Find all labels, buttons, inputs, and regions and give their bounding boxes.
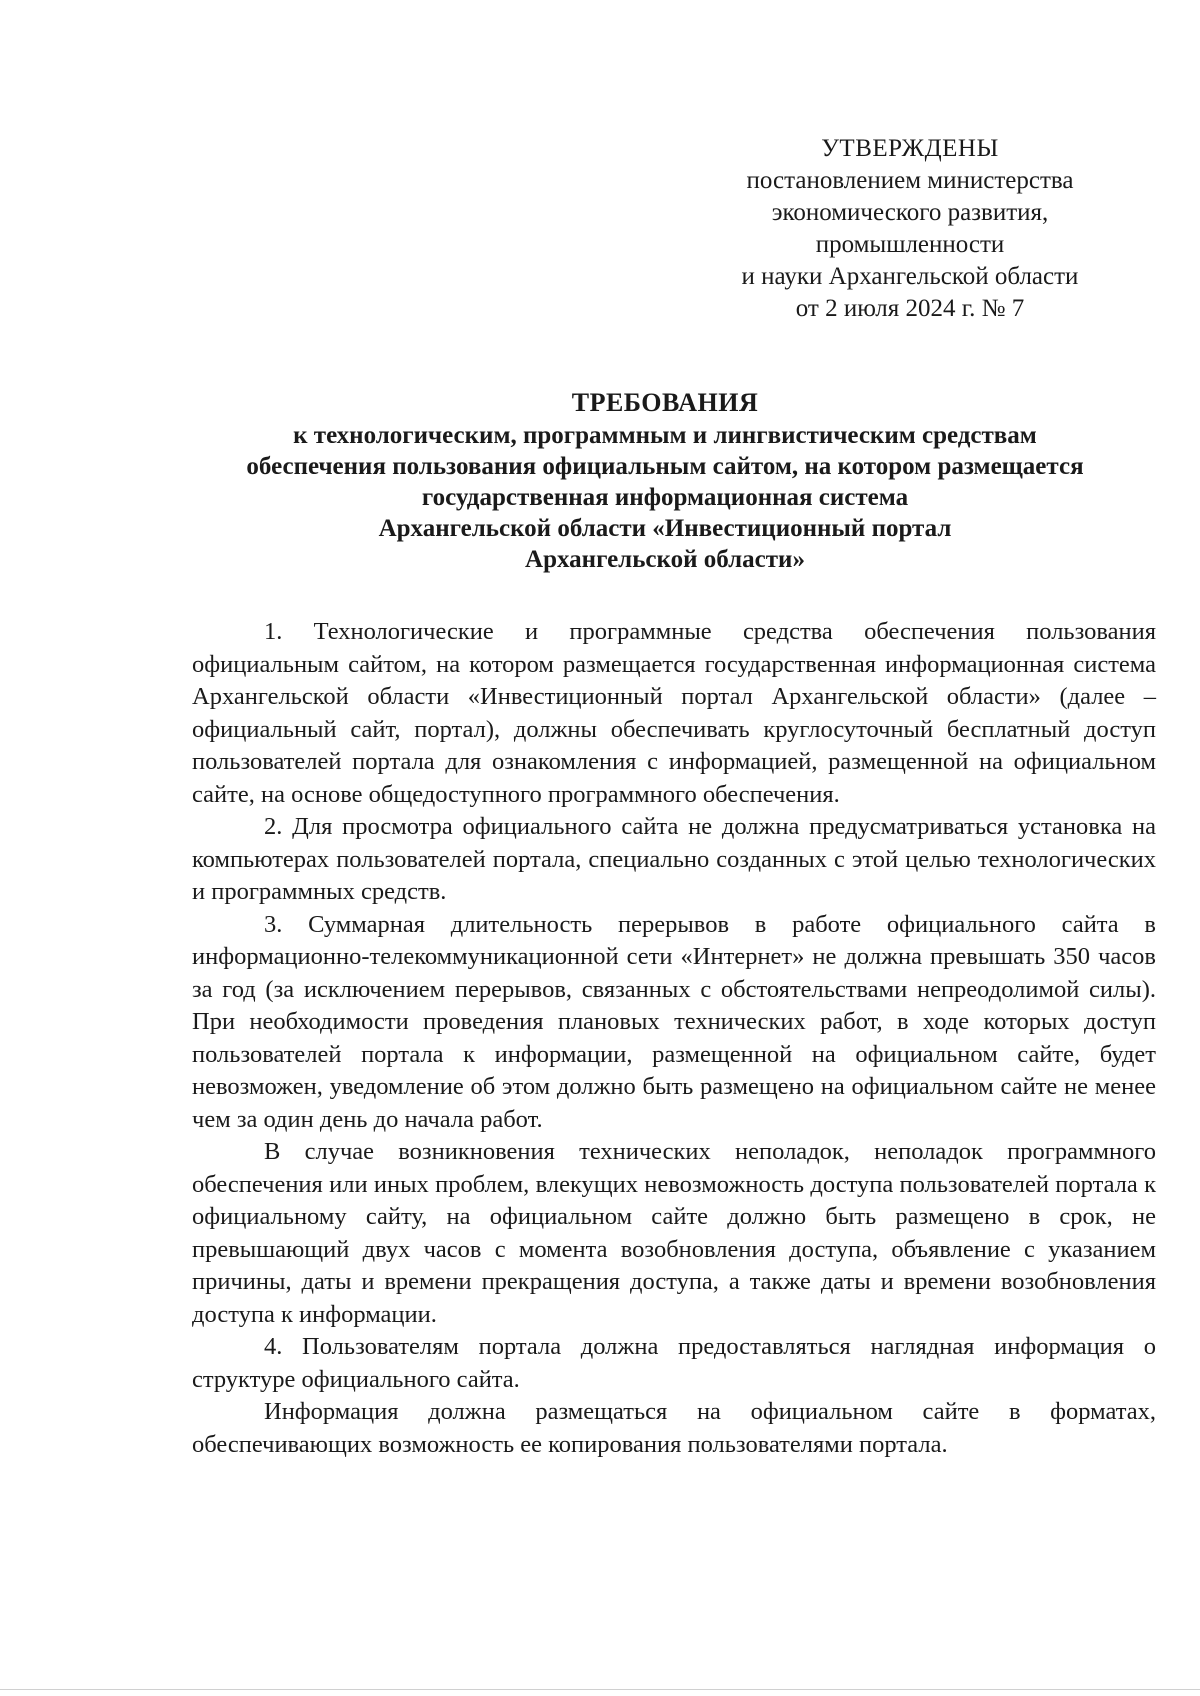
document-subtitle-line: к технологическим, программным и лингвистическим средствам bbox=[293, 422, 1037, 449]
paragraph: Информация должна размещаться на официальном сайте в форматах, обеспечивающих возможность ее копирования пользователями портала. bbox=[192, 1398, 1156, 1458]
paragraph: 3. Суммарная длительность перерывов в работе официального сайта в информационно-телекоммуникационной сети «Интернет» не должна превышать 350 часов за год (за исключением перерывов, связанных с обстоятельствами непреодолимой силы). При необходимости проведения плановых технических работ, в ходе которых доступ пользователей портала к информации, размещенной на официальном сайте, будет невозможен, уведомление об этом должно быть размещено на официальном сайте не менее чем за один день до начала работ. bbox=[192, 910, 1156, 1133]
paragraph: 4. Пользователям портала должна предоставляться наглядная информация о структуре официального сайта. bbox=[192, 1333, 1156, 1393]
approval-stamp-block bbox=[700, 133, 1120, 325]
paragraph: В случае возникновения технических неполадок, неполадок программного обеспечения или иных проблем, влекущих невозможность доступа пользователей портала к официальному сайту, на официальном сайте должно быть размещено в срок, не превышающий двух часов с момента возобновления доступа, объявление с указанием причины, даты и времени прекращения доступа, а также даты и времени возобновления доступа к информации. bbox=[192, 1138, 1156, 1328]
approval-line: от 2 июля 2024 г. № 7 bbox=[795, 295, 1025, 322]
approval-line: постановлением министерства bbox=[746, 167, 1074, 194]
document-subtitle-line: обеспечения пользования официальным сайтом, на котором размещается bbox=[246, 453, 1084, 480]
document-title: ТРЕБОВАНИЯ bbox=[571, 388, 759, 417]
document-subtitle-line: Архангельской области» bbox=[525, 546, 805, 573]
page-bottom-edge bbox=[0, 1689, 1200, 1690]
document-subtitle-line: государственная информационная система bbox=[421, 484, 909, 511]
document-title-block bbox=[150, 386, 1180, 575]
paragraph: 2. Для просмотра официального сайта не должна предусматриваться установка на компьютерах пользователей портала, специально созданных с этой целью технологических и программных средств. bbox=[192, 813, 1156, 905]
approval-line: экономического развития, bbox=[771, 199, 1049, 226]
document-body bbox=[192, 616, 1156, 1461]
approval-line: и науки Архангельской области bbox=[741, 263, 1079, 290]
approval-heading: УТВЕРЖДЕНЫ bbox=[821, 135, 999, 162]
document-subtitle-line: Архангельской области «Инвестиционный портал bbox=[378, 515, 952, 542]
approval-line: промышленности bbox=[815, 231, 1005, 258]
paragraph: 1. Технологические и программные средства обеспечения пользования официальным сайтом, на котором размещается государственная информационная система Архангельской области «Инвестиционный портал Архангельской области» (далее – официальный сайт, портал), должны обеспечивать круглосуточный бесплатный доступ пользователей портала для ознакомления с информацией, размещенной на официальном сайте, на основе общедоступного программного обеспечения. bbox=[192, 618, 1156, 808]
